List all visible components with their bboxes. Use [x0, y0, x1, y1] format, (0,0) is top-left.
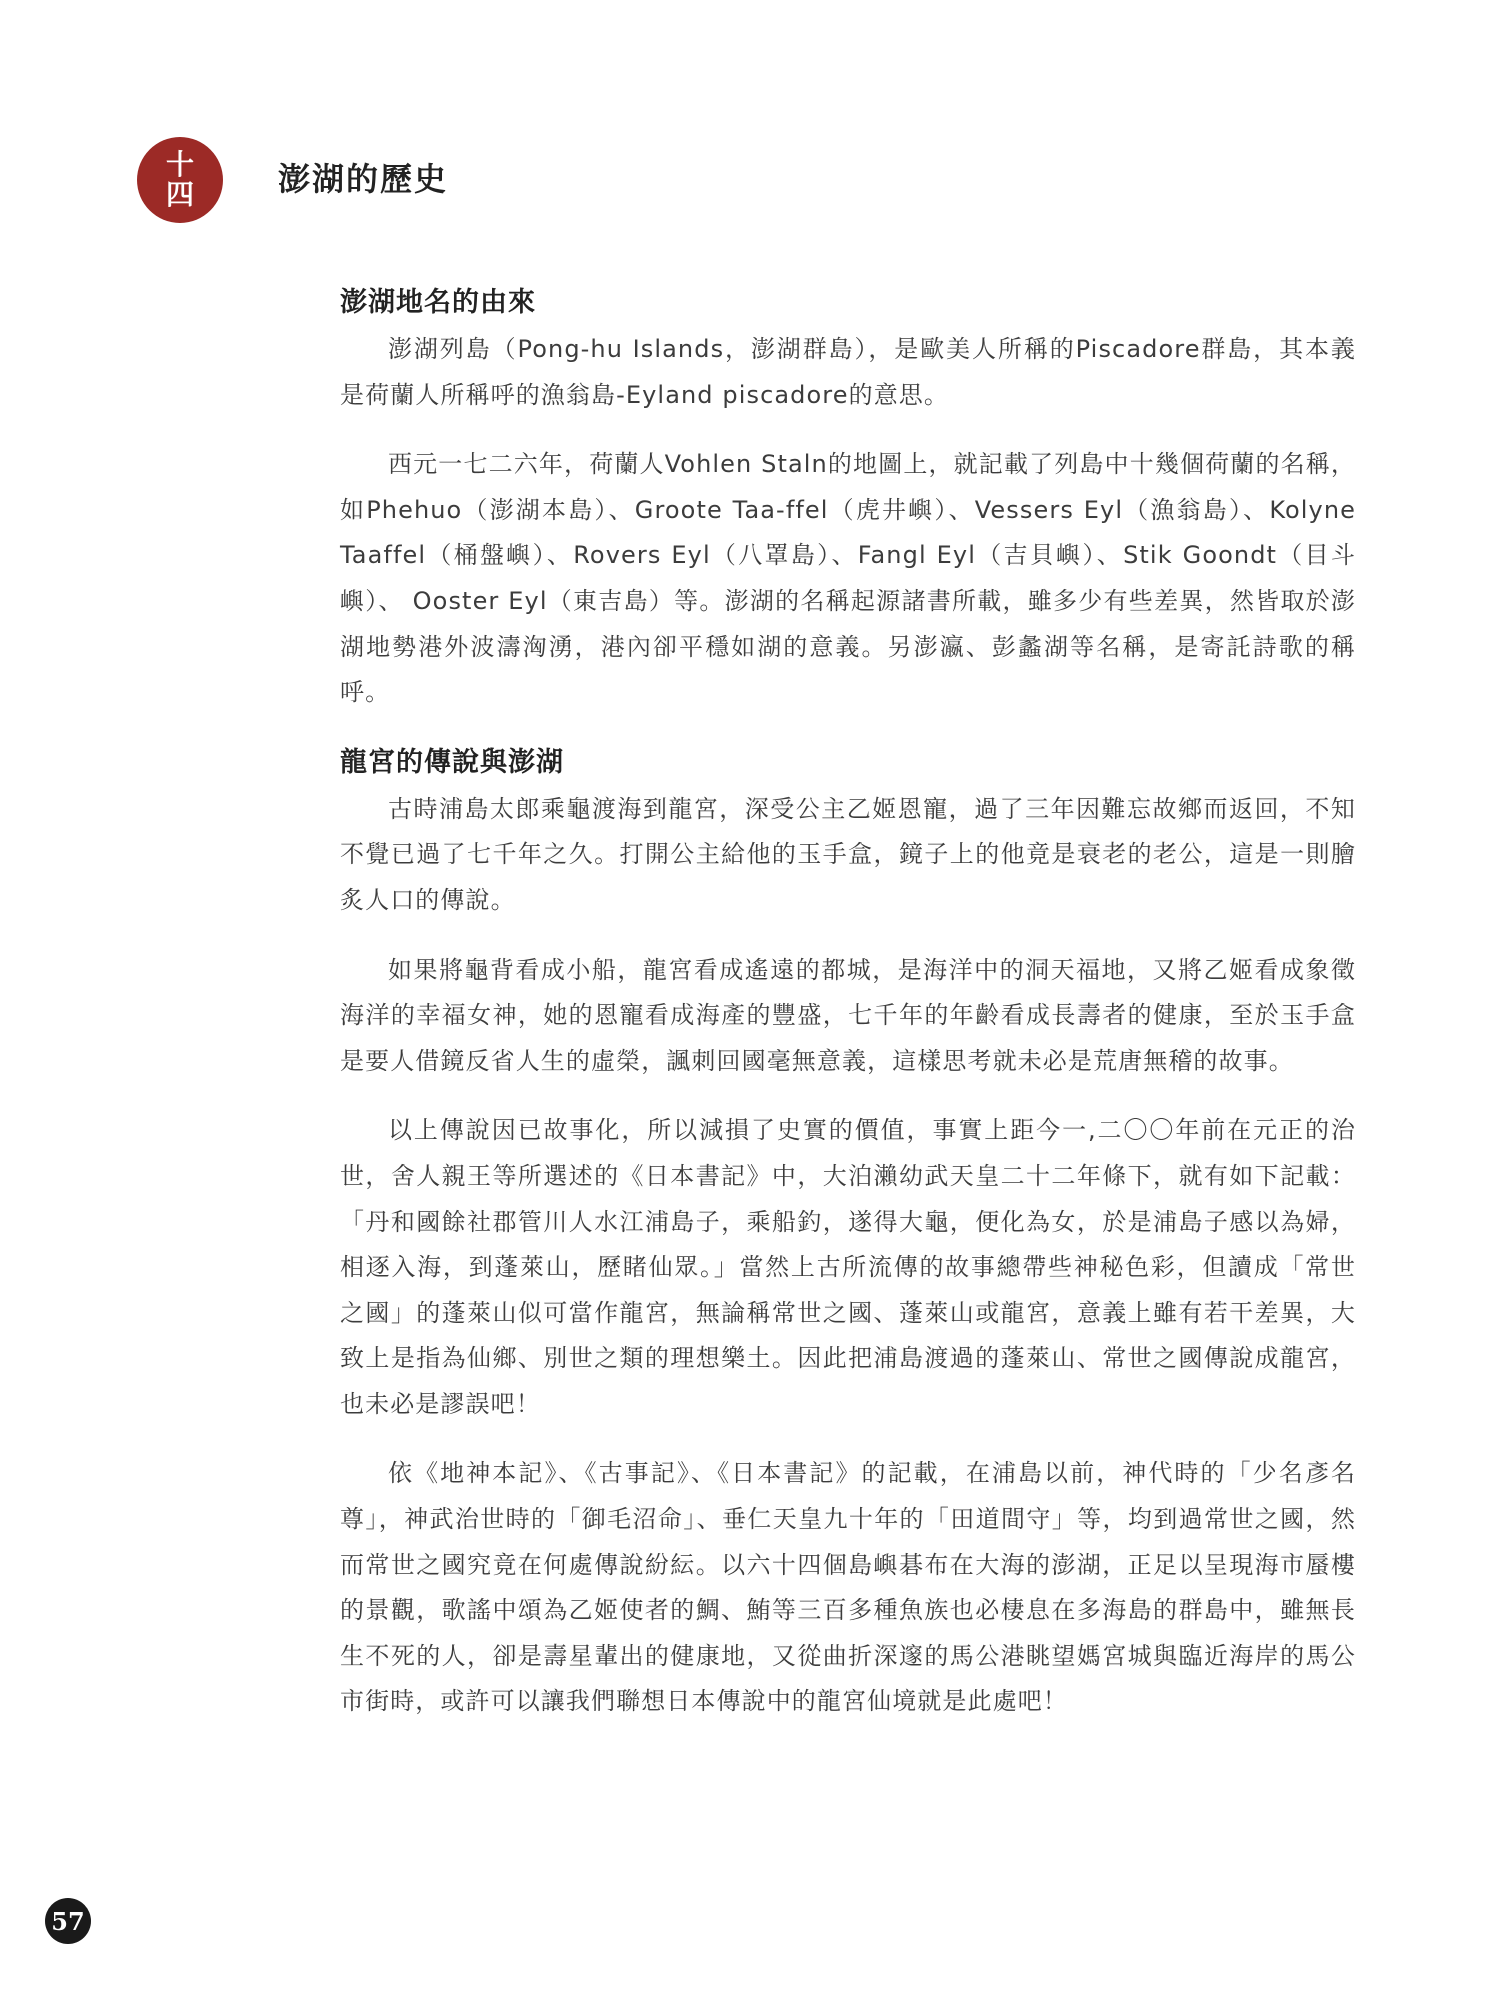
paragraph: 古時浦島太郎乘龜渡海到龍宮，深受公主乙姬恩寵，過了三年因難忘故鄉而返回，不知不覺已過了七千年之久。打開公主給他的玉手盒，鏡子上的他竟是衰老的老公，這是一則膾炙人口的傳說。: [340, 794, 1356, 914]
chapter-number-top: 十: [165, 148, 194, 181]
page-number: 57: [45, 1898, 91, 1944]
chapter-title: 澎湖的歷史: [278, 160, 449, 198]
section-dragon-palace-legend: [340, 740, 1356, 1725]
chapter-number-bottom: 四: [165, 178, 194, 211]
chapter-number-badge: [137, 137, 223, 223]
paragraph: 依《地神本記》、《古事記》、《日本書記》的記載，在浦島以前，神代時的「少名彥名尊」，神武治世時的「御毛沼命」、垂仁天皇九十年的「田道間守」等，均到過常世之國，然而常世之國究竟在何處傳說紛紜。以六十四個島嶼碁布在大海的澎湖，正足以呈現海市蜃樓的景觀，歌謠中頌為乙姬使者的鯛、鮪等三百多種魚族也必棲息在多海島的群島中，雖無長生不死的人，卻是壽星輩出的健康地，又從曲折深邃的馬公港眺望媽宮城與臨近海岸的馬公市街時，或許可以讓我們聯想日本傳說中的龍宮仙境就是此處吧！: [340, 1459, 1356, 1716]
section-heading: 澎湖地名的由來: [340, 287, 536, 318]
section-heading: 龍宮的傳說與澎湖: [340, 746, 564, 778]
paragraph: 以上傳說因已故事化，所以減損了史實的價值，事實上距今一,二〇〇年前在元正的治世，舍人親王等所選述的《日本書記》中，大泊瀨幼武天皇二十二年條下，就有如下記載：「丹和國餘社郡管川人水江浦島子，乘船釣，遂得大龜，便化為女，於是浦島子感以為婦，相逐入海，到蓬萊山，歷睹仙眾。」當然上古所流傳的故事總帶些神秘色彩，但讀成「常世之國」的蓬萊山似可當作龍宮，無論稱常世之國、蓬萊山或龍宮，意義上雖有若干差異，大致上是指為仙鄉、別世之類的理想樂土。因此把浦島渡過的蓬萊山、常世之國傳說成龍宮，也未必是謬誤吧！: [340, 1116, 1356, 1418]
paragraph: 如果將龜背看成小船，龍宮看成遙遠的都城，是海洋中的洞天福地，又將乙姬看成象徵海洋的幸福女神，她的恩寵看成海產的豐盛，七千年的年齡看成長壽者的健康，至於玉手盒是要人借鏡反省人生的虛榮，諷刺回國毫無意義，這樣思考就未必是荒唐無稽的故事。: [340, 955, 1356, 1075]
article-body: [340, 280, 1356, 1749]
paragraph: 西元一七二六年，荷蘭人Vohlen Staln的地圖上，就記載了列島中十幾個荷蘭的名稱，如Phehuo（澎湖本島）、Groote Taa-ffel（虎井嶼）、Vessers Eyl（漁翁島）、Kolyne Taaffel（桶盤嶼）、Rovers Eyl（八罩島）、Fangl Eyl（吉貝嶼）、Stik Goondt（目斗嶼）、 Ooster Eyl（東吉島）等。澎湖的名稱起源諸書所載，雖多少有些差異，然皆取於澎湖地勢港外波濤洶湧，港內卻平穩如湖的意義。另澎瀛、彭蠡湖等名稱，是寄託詩歌的稱呼。: [340, 450, 1356, 707]
section-place-name-origin: [340, 280, 1356, 716]
paragraph: 澎湖列島（Pong-hu Islands，澎湖群島），是歐美人所稱的Piscadore群島，其本義是荷蘭人所稱呼的漁翁島-Eyland piscadore的意思。: [340, 335, 1356, 409]
